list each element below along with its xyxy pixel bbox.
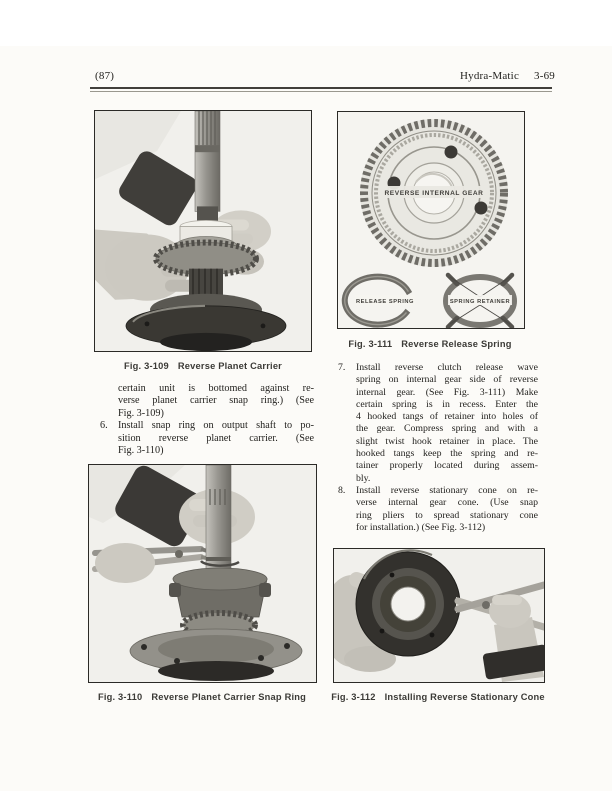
text-line: spring on internal gear side of reverse: [356, 374, 538, 386]
text-line: Fig. 3-110): [118, 445, 164, 457]
figure-title: Reverse Release Spring: [401, 339, 512, 349]
figure-3-112-caption: [318, 692, 558, 702]
label-spring-retainer: SPRING RETAINER: [449, 299, 511, 305]
text-line: Install snap ring on output shaft to po-: [118, 420, 314, 432]
step-text: [356, 362, 538, 485]
figure-title: Installing Reverse Stationary Cone: [384, 692, 545, 702]
figure-title: Reverse Planet Carrier Snap Ring: [151, 692, 307, 702]
label-release-spring: RELEASE SPRING: [356, 299, 414, 305]
figure-3-109-photo: [94, 110, 312, 352]
text-line: verse internal gear cone. (Use snap: [356, 497, 538, 509]
text-column-right: [338, 362, 538, 534]
manual-title: Hydra-Matic: [460, 70, 520, 82]
step-text: [118, 383, 314, 420]
figure-3-111-photo: [337, 111, 525, 329]
text-line: internal gear. (See Fig. 3-111) Make: [356, 386, 538, 398]
text-line: the gear. Compress spring and with a: [356, 423, 538, 435]
step-5-continuation: [100, 383, 314, 420]
text-line: hooked tangs keep the spring and re-: [356, 448, 538, 460]
figure-3-110-photo: [88, 464, 317, 683]
step-7: [338, 362, 538, 485]
text-line: for installation.) (See Fig. 3-112): [356, 521, 486, 533]
text-line: certain spring is in recess. Enter the: [356, 398, 538, 410]
text-line: 4 hooked tangs of retainer into holes of: [356, 411, 538, 423]
header-rule-thin: [90, 91, 552, 92]
text-line: Install reverse clutch release wave: [356, 362, 538, 373]
label-reverse-internal-gear: REVERSE INTERNAL GEAR: [384, 190, 484, 197]
step-number: 7.: [338, 362, 346, 373]
text-line: sition reverse planet carrier. (See: [118, 432, 314, 444]
text-line: Install reverse stationary cone on re-: [356, 484, 538, 496]
text-line: Fig. 3-109): [118, 407, 164, 419]
figure-title: Reverse Planet Carrier: [177, 361, 283, 371]
figure-number: Fig. 3-112: [331, 692, 376, 702]
figure-3-110-caption: [82, 692, 322, 702]
figure-3-109-caption: [94, 361, 312, 371]
text-line: tainer properly located during assem-: [356, 460, 538, 472]
step-text: [118, 420, 314, 457]
figure-number: Fig. 3-111: [348, 339, 393, 349]
text-line: ring pliers to spread stationary cone: [356, 509, 538, 521]
text-line: verse planet carrier snap ring.) (See: [118, 395, 314, 407]
step-8: [338, 485, 538, 534]
reverse-release-spring-illustration: [338, 112, 524, 328]
step-number: 6.: [100, 420, 108, 432]
step-text: [356, 485, 538, 534]
text-line: certain unit is bottomed against re-: [118, 383, 314, 394]
text-column-left: [100, 383, 314, 457]
snap-ring-installation-illustration: [89, 465, 316, 682]
scan-artifact-band: [0, 0, 612, 46]
text-line: slight twist hook retainer in place. The: [356, 435, 538, 447]
page-ref: (87): [95, 70, 115, 82]
page-header-right: [460, 70, 555, 82]
figure-number: Fig. 3-110: [97, 692, 143, 702]
stationary-cone-installation-illustration: [334, 549, 544, 682]
step-6: [100, 420, 314, 457]
figure-number: Fig. 3-109: [123, 361, 169, 371]
header-rule-thick: [90, 87, 552, 89]
figure-3-111-caption: [330, 339, 530, 349]
page-number: 3-69: [534, 70, 555, 82]
text-line: bly.: [356, 472, 371, 484]
reverse-planet-carrier-illustration: [95, 111, 311, 351]
step-number: 8.: [338, 484, 346, 496]
figure-3-112-photo: [333, 548, 545, 683]
